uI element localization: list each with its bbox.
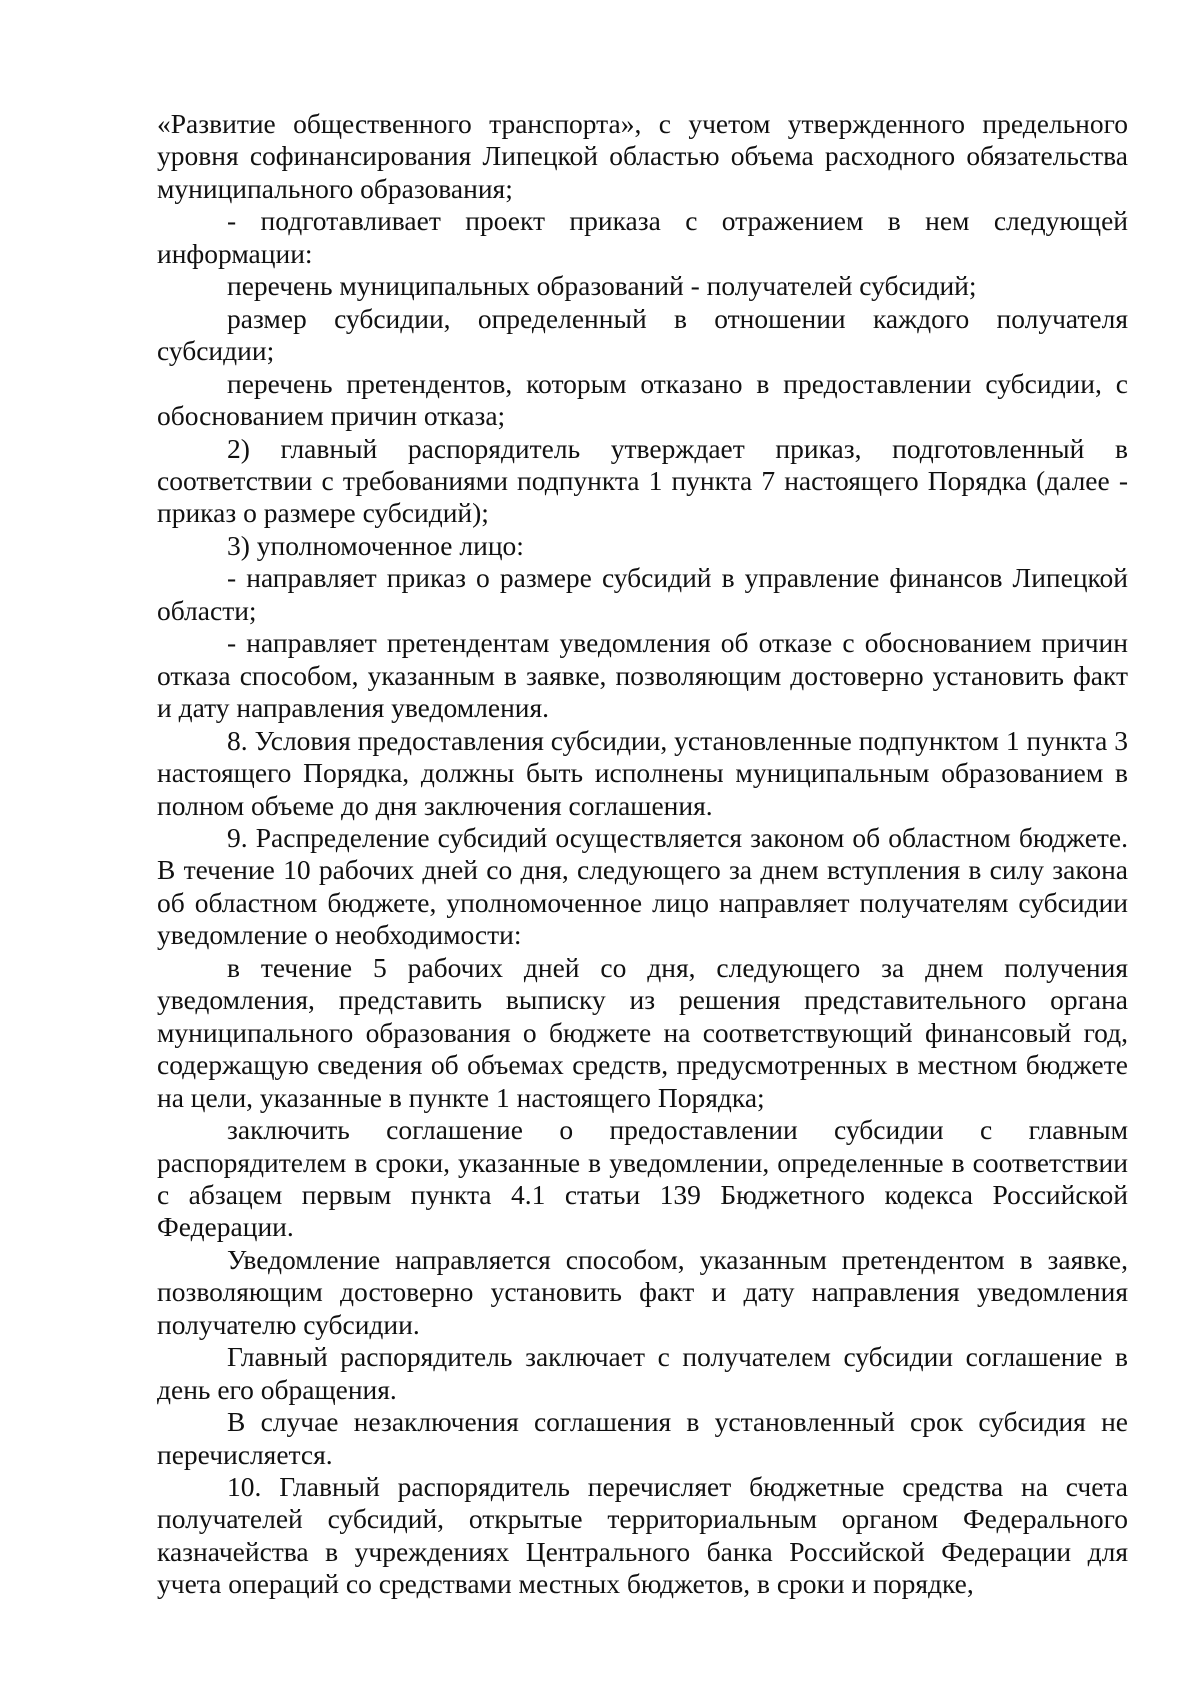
paragraph-clause-8: 8. Условия предоставления субсидии, установленные подпунктом 1 пункта 3 настоящего Порядка, должны быть исполнены муниципальным образованием в полном объеме до дня заключения соглашения. <box>157 724 1128 821</box>
paragraph-intro: «Развитие общественного транспорта», с учетом утвержденного предельного уровня софинансирования Липецкой областью объема расходного обязательства муниципального образования; <box>157 108 1128 204</box>
paragraph-item-2: 2) главный распорядитель утверждает приказ, подготовленный в соответствии с требованиями подпункта 1 пункта 7 настоящего Порядка (далее - приказ о размере субсидий); <box>157 432 1128 529</box>
paragraph-refused-applicants: перечень претендентов, которым отказано в предоставлении субсидии, с обоснованием причин отказа; <box>157 367 1128 432</box>
paragraph-agreement-day: Главный распорядитель заключает с получателем субсидии соглашение в день его обращения. <box>157 1341 1128 1405</box>
paragraph-subsidy-size: размер субсидии, определенный в отношении каждого получателя субсидии; <box>157 302 1128 367</box>
paragraph-item-3: 3) уполномоченное лицо: <box>227 529 524 561</box>
paragraph-no-agreement: В случае незаключения соглашения в установленный срок субсидия не перечисляется. <box>157 1406 1128 1470</box>
paragraph-conclude-agreement: заключить соглашение о предоставлении субсидии с главным распорядителем в сроки, указанные в уведомлении, определенные в соответствии с абзацем первым пункта 4.1 статьи 139 Бюджетного кодекса Российской Федерации. <box>157 1114 1128 1243</box>
paragraph-send-order: - направляет приказ о размере субсидий в управление финансов Липецкой области; <box>157 562 1128 626</box>
paragraph-clause-9: 9. Распределение субсидий осуществляется законом об областном бюджете. В течение 10 рабочих дней со дня, следующего за днем вступления в силу закона об областном бюджете, уполномоченное лицо направляет получателям субсидии уведомление о необходимости: <box>157 821 1128 951</box>
paragraph-within-5-days: в течение 5 рабочих дней со дня, следующего за днем получения уведомления, представить выписку из решения представительного органа муниципального образования о бюджете на соответствующий финансовый год, содержащую сведения об объемах средств, предусмотренных в местном бюджете на цели, указанные в пункте 1 настоящего Порядка; <box>157 951 1128 1113</box>
document-body <box>157 108 1128 1601</box>
paragraph-notification-method: Уведомление направляется способом, указанным претендентом в заявке, позволяющим достоверно установить факт и дату направления уведомления получателю субсидии. <box>157 1243 1128 1340</box>
paragraph-send-refusals: - направляет претендентам уведомления об отказе с обоснованием причин отказа способом, указанным в заявке, позволяющим достоверно установить факт и дату направления уведомления. <box>157 627 1128 724</box>
paragraph-prepare-order: - подготавливает проект приказа с отражением в нем следующей информации: <box>157 205 1128 269</box>
paragraph-clause-10: 10. Главный распорядитель перечисляет бюджетные средства на счета получателей субсидий, открытые территориальным органом Федерального казначейства в учреждениях Центрального банка Российской Федерации для учета операций со средствами местных бюджетов, в сроки и порядке, <box>157 1471 1128 1600</box>
paragraph-list-municipalities: перечень муниципальных образований - получателей субсидий; <box>227 270 977 302</box>
